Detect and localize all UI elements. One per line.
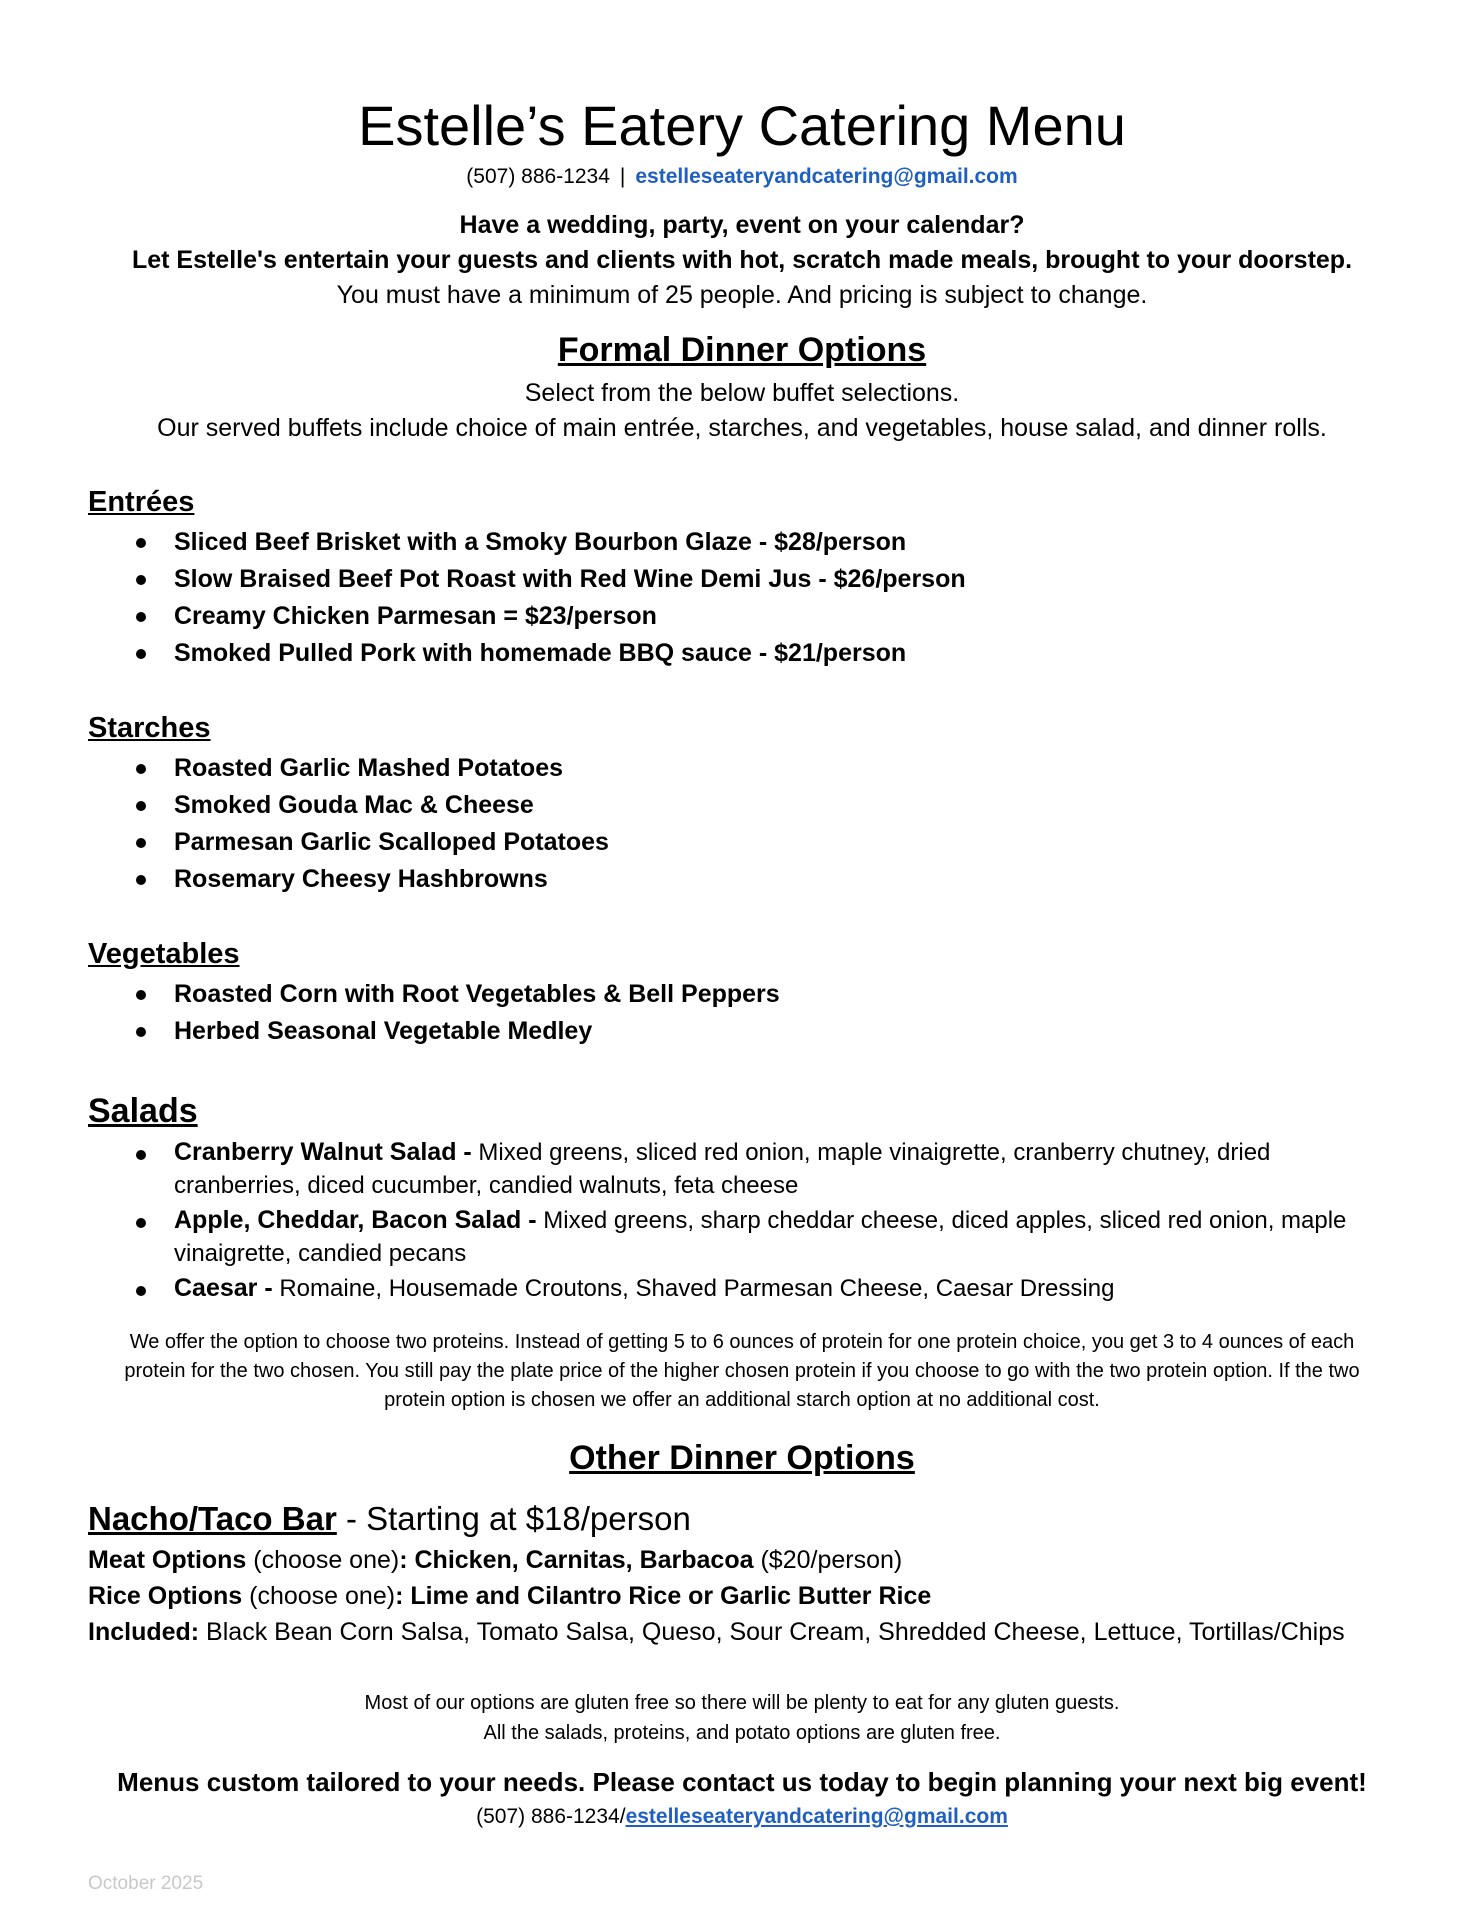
starches-list xyxy=(130,750,609,898)
nacho-taco-price: - Starting at $18/person xyxy=(336,1500,691,1537)
salads-heading: Salads xyxy=(88,1092,198,1130)
list-item: Rosemary Cheesy Hashbrowns xyxy=(130,861,609,898)
salad-description: Mixed greens, sliced red onion, maple vinaigrette, cranberry chutney, dried cranberries, diced cucumber, candied walnuts, feta cheese xyxy=(174,1139,1271,1199)
nacho-taco-heading xyxy=(88,1498,691,1540)
nacho-taco-title: Nacho/Taco Bar xyxy=(88,1500,337,1537)
included-items: Included: Black Bean Corn Salsa, Tomato Salsa, Queso, Sour Cream, Shredded Cheese, Lettuce, Tortillas/Chips xyxy=(88,1618,1345,1646)
starches-heading: Starches xyxy=(88,712,211,744)
salads-list xyxy=(130,1136,1364,1307)
rice-options: Rice Options (choose one): Lime and Cilantro Rice or Garlic Butter Rice xyxy=(88,1582,932,1610)
header-separator: | xyxy=(619,165,626,188)
list-item: Slow Braised Beef Pot Roast with Red Wine Demi Jus - $26/person xyxy=(130,561,966,598)
bullet-icon xyxy=(136,1150,146,1160)
list-item: Creamy Chicken Parmesan = $23/person xyxy=(130,598,966,635)
gluten-free-note: Most of our options are gluten free so there will be plenty to eat for any gluten guests. All the salads, proteins, and potato options are gluten free. xyxy=(364,1692,1120,1744)
entrees-list xyxy=(130,524,966,672)
intro-question: Have a wedding, party, event on your calendar? xyxy=(459,211,1025,239)
bullet-icon xyxy=(136,575,146,585)
closing-email-link[interactable]: estelleseateryandcatering@gmail.com xyxy=(625,1805,1008,1828)
bullet-icon xyxy=(136,1286,146,1296)
closing-phone: (507) 886-1234/ xyxy=(476,1805,626,1828)
entrees-heading: Entrées xyxy=(88,486,195,518)
list-item xyxy=(130,1136,1364,1202)
bullet-icon xyxy=(136,649,146,659)
salad-description: Mixed greens, sharp cheddar cheese, diced apples, sliced red onion, maple vinaigrette, candied pecans xyxy=(174,1207,1347,1267)
list-item xyxy=(130,1204,1364,1270)
list-item: Smoked Gouda Mac & Cheese xyxy=(130,787,609,824)
vegetables-heading: Vegetables xyxy=(88,938,240,970)
bullet-icon xyxy=(136,764,146,774)
intro-pitch: Let Estelle's entertain your guests and clients with hot, scratch made meals, brought to your doorstep. xyxy=(131,246,1353,274)
page-title: Estelle’s Eatery Catering Menu xyxy=(358,94,1126,157)
header-phone: (507) 886-1234 xyxy=(466,165,610,188)
list-item: Herbed Seasonal Vegetable Medley xyxy=(130,1013,780,1050)
header-contact xyxy=(0,164,1484,190)
list-item: Parmesan Garlic Scalloped Potatoes xyxy=(130,824,609,861)
formal-dinner-subtitle xyxy=(0,376,1484,446)
meat-options: Meat Options (choose one): Chicken, Carnitas, Barbacoa ($20/person) xyxy=(88,1546,903,1574)
salad-name: Cranberry Walnut Salad - xyxy=(174,1138,472,1166)
closing-contact xyxy=(0,1802,1484,1832)
bullet-icon xyxy=(136,875,146,885)
bullet-icon xyxy=(136,801,146,811)
two-protein-note: We offer the option to choose two proteins. Instead of getting 5 to 6 ounces of protein for one protein choice, you get 3 to 4 ounces of each protein for the two chosen. You still pay the plate price of the higher chosen protein if you choose to go with the two protein option. If the two protein option is chosen we offer an additional starch option at no additional cost. xyxy=(124,1331,1360,1411)
formal-dinner-title: Formal Dinner Options xyxy=(557,331,927,369)
formal-sub-line-1: Select from the below buffet selections. xyxy=(524,379,960,407)
bullet-icon xyxy=(136,538,146,548)
header-email[interactable]: estelleseateryandcatering@gmail.com xyxy=(635,165,1018,188)
bullet-icon xyxy=(136,1218,146,1228)
salad-description: Romaine, Housemade Croutons, Shaved Parmesan Cheese, Caesar Dressing xyxy=(272,1275,1115,1302)
list-item: Sliced Beef Brisket with a Smoky Bourbon Glaze - $28/person xyxy=(130,524,966,561)
salad-name: Caesar - xyxy=(174,1274,273,1302)
list-item: Smoked Pulled Pork with homemade BBQ sauce - $21/person xyxy=(130,635,966,672)
other-dinner-title: Other Dinner Options xyxy=(569,1439,915,1477)
list-item xyxy=(130,1272,1364,1305)
vegetables-list xyxy=(130,976,780,1050)
bullet-icon xyxy=(136,990,146,1000)
bullet-icon xyxy=(136,838,146,848)
bullet-icon xyxy=(136,1027,146,1037)
footer-date: October 2025 xyxy=(88,1873,204,1894)
closing-message: Menus custom tailored to your needs. Please contact us today to begin planning your next big event! xyxy=(117,1767,1367,1797)
intro-block xyxy=(0,208,1484,313)
list-item: Roasted Corn with Root Vegetables & Bell Peppers xyxy=(130,976,780,1013)
list-item: Roasted Garlic Mashed Potatoes xyxy=(130,750,609,787)
formal-sub-line-2: Our served buffets include choice of main entrée, starches, and vegetables, house salad, and dinner rolls. xyxy=(157,414,1327,442)
intro-minimum: You must have a minimum of 25 people. And pricing is subject to change. xyxy=(336,281,1148,309)
bullet-icon xyxy=(136,612,146,622)
salad-name: Apple, Cheddar, Bacon Salad - xyxy=(174,1206,537,1234)
